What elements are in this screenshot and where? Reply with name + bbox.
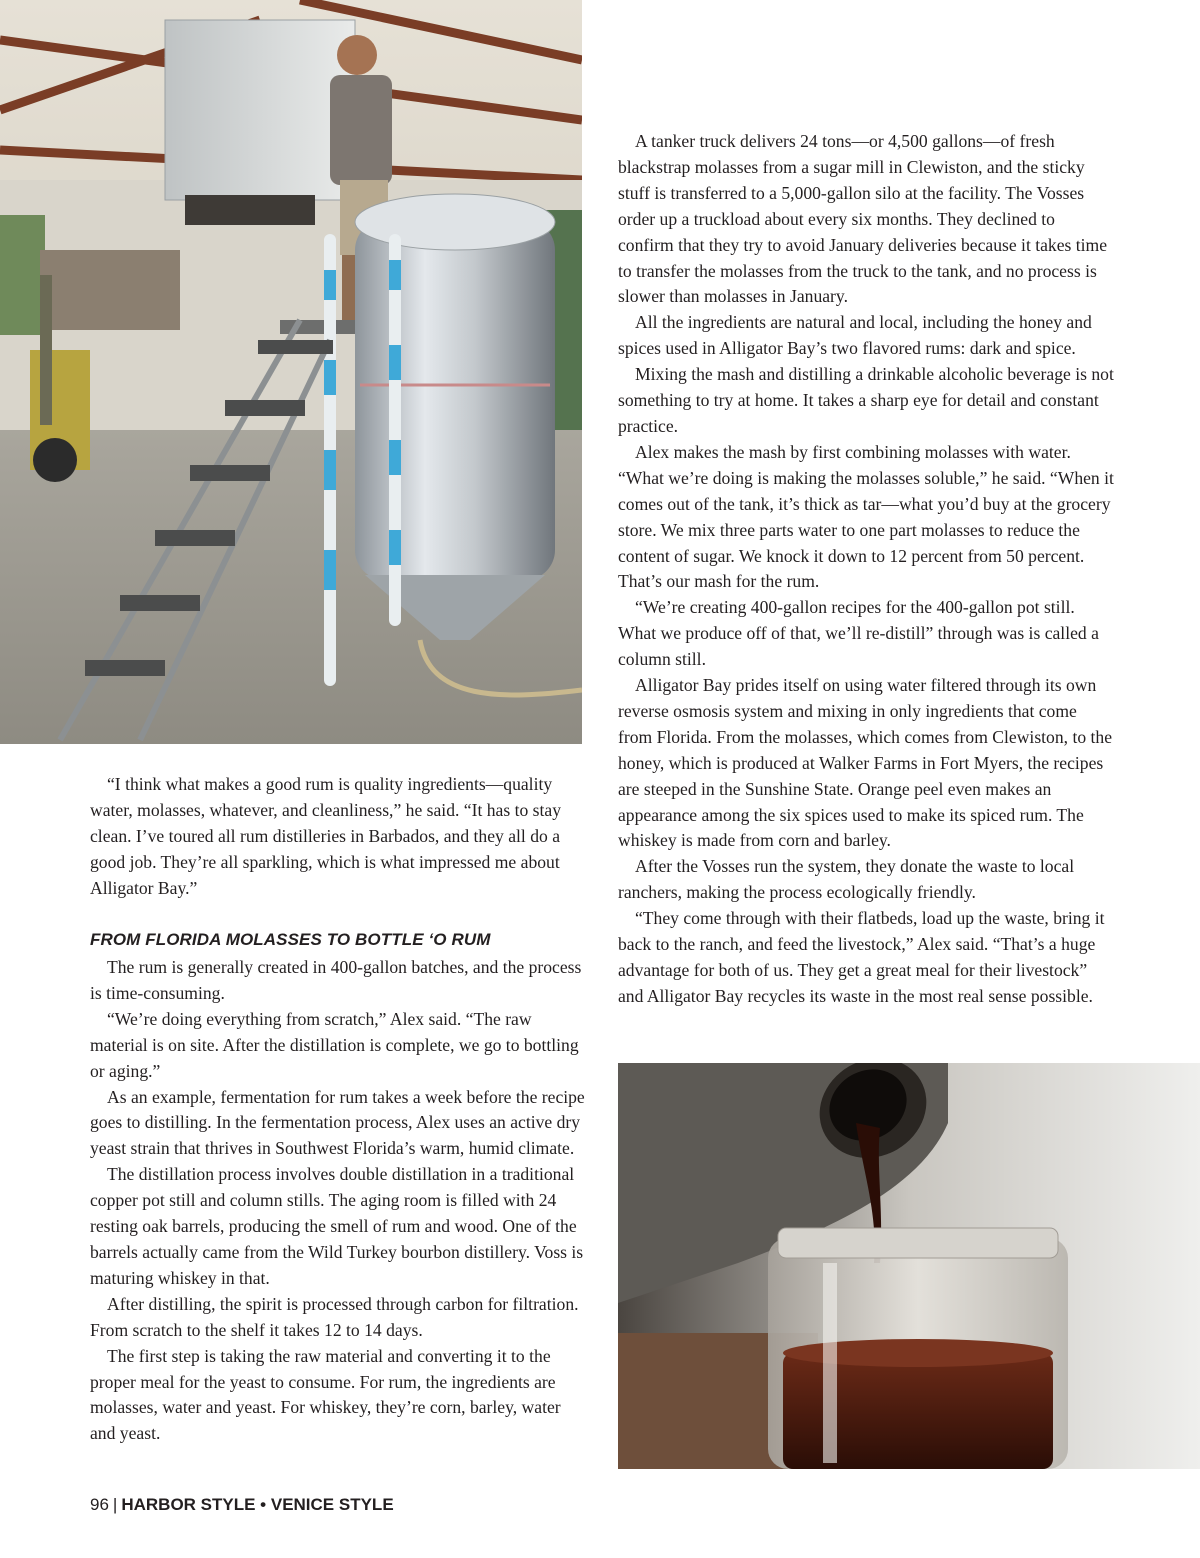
paragraph: After the Vosses run the system, they donate the waste to local ranchers, making the process ecologically friendly. xyxy=(618,856,1075,903)
paragraph: As an example, fermentation for rum takes a week before the recipe goes to distilling. In the fermentation process, Alex uses an active dry yeast strain that thrives in Southwest Florida’s warm, humid climate. xyxy=(90,1086,585,1159)
molasses-jar-photo xyxy=(618,1063,1200,1469)
paragraph: The first step is taking the raw material and converting it to the proper meal for the yeast to consume. For rum, the ingredients are molasses, water and yeast. For whiskey, they’re corn, barley, water and yeast. xyxy=(90,1345,561,1444)
distillery-photo xyxy=(0,0,582,744)
left-column-intro xyxy=(90,772,585,902)
right-column-body xyxy=(618,129,1115,1010)
paragraph: Alex makes the mash by first combining molasses with water. “What we’re doing is making the molasses soluble,” he said. “When it comes out of the tank, it’s thick as tar—what you’d buy at the grocery store. We mix three parts water to one part molasses to reduce the content of sugar. We knock it down to 12 percent from 50 percent. That’s our mash for the rum. xyxy=(618,441,1114,592)
paragraph: Alligator Bay prides itself on using water filtered through its own reverse osmosis system and mixing in only ingredients that come from Florida. From the molasses, which comes from Clewiston, to the honey, which is produced at Walker Farms in Fort Myers, the recipes are steeped in the Sunshine State. Orange peel even makes an appearance among the six spices used to make its spiced rum. The whiskey is made from corn and barley. xyxy=(618,675,1113,851)
page-number: 96 xyxy=(90,1495,109,1514)
paragraph: A tanker truck delivers 24 tons—or 4,500 gallons—of fresh blackstrap molasses from a sugar mill in Clewiston, and the sticky stuff is transferred to a 5,000-gallon silo at the facility. The Vosses order up a truckload about every six months. They declined to confirm that they try to avoid January deliveries because it takes time to transfer the molasses from the truck to the tank, and no process is slower than molasses in January. xyxy=(618,131,1108,307)
paragraph: All the ingredients are natural and local, including the honey and spices used in Alligator Bay’s two flavored rums: dark and spice. xyxy=(618,312,1092,359)
paragraph: “We’re doing everything from scratch,” Alex said. “The raw material is on site. After the distillation is complete, we go to bottling or aging.” xyxy=(90,1008,579,1081)
paragraph: “They come through with their flatbeds, load up the waste, bring it back to the ranch, and feed the livestock,” Alex said. “That’s a huge advantage for both of us. They get a great meal for their livestock” and Alligator Bay recycles its waste in the most real sense possible. xyxy=(618,908,1105,1006)
section-subhead: FROM FLORIDA MOLASSES TO BOTTLE ‘O RUM xyxy=(90,930,491,949)
paragraph: After distilling, the spirit is processed through carbon for filtration. From scratch to the shelf it takes 12 to 14 days. xyxy=(90,1293,579,1340)
footer-separator: | xyxy=(112,1495,118,1514)
paragraph: The distillation process involves double distillation in a traditional copper pot still and column stills. The aging room is filled with 24 resting oak barrels, producing the smell of rum and wood. One of the barrels actually came from the Wild Turkey bourbon distillery. Voss is maturing whiskey in that. xyxy=(90,1164,584,1288)
paragraph: “I think what makes a good rum is quality ingredients—quality water, molasses, whatever, and cleanliness,” he said. “It has to stay clean. I’ve toured all rum distilleries in Barbados, and they all do a good job. They’re all sparkling, which is what impressed me about Alligator Bay.” xyxy=(90,774,562,898)
paragraph: Mixing the mash and distilling a drinkable alcoholic beverage is not something to try at home. It takes a sharp eye for detail and constant practice. xyxy=(618,364,1114,436)
paragraph: The rum is generally created in 400-gallon batches, and the process is time-consuming. xyxy=(90,957,582,1003)
publication-name: HARBOR STYLE • VENICE STYLE xyxy=(121,1495,394,1514)
left-column-body xyxy=(90,955,585,1447)
page-footer xyxy=(90,1495,394,1515)
paragraph: “We’re creating 400-gallon recipes for the 400-gallon pot still. What we produce off of that, we’ll re-distill” through was is called a column still. xyxy=(618,597,1099,670)
